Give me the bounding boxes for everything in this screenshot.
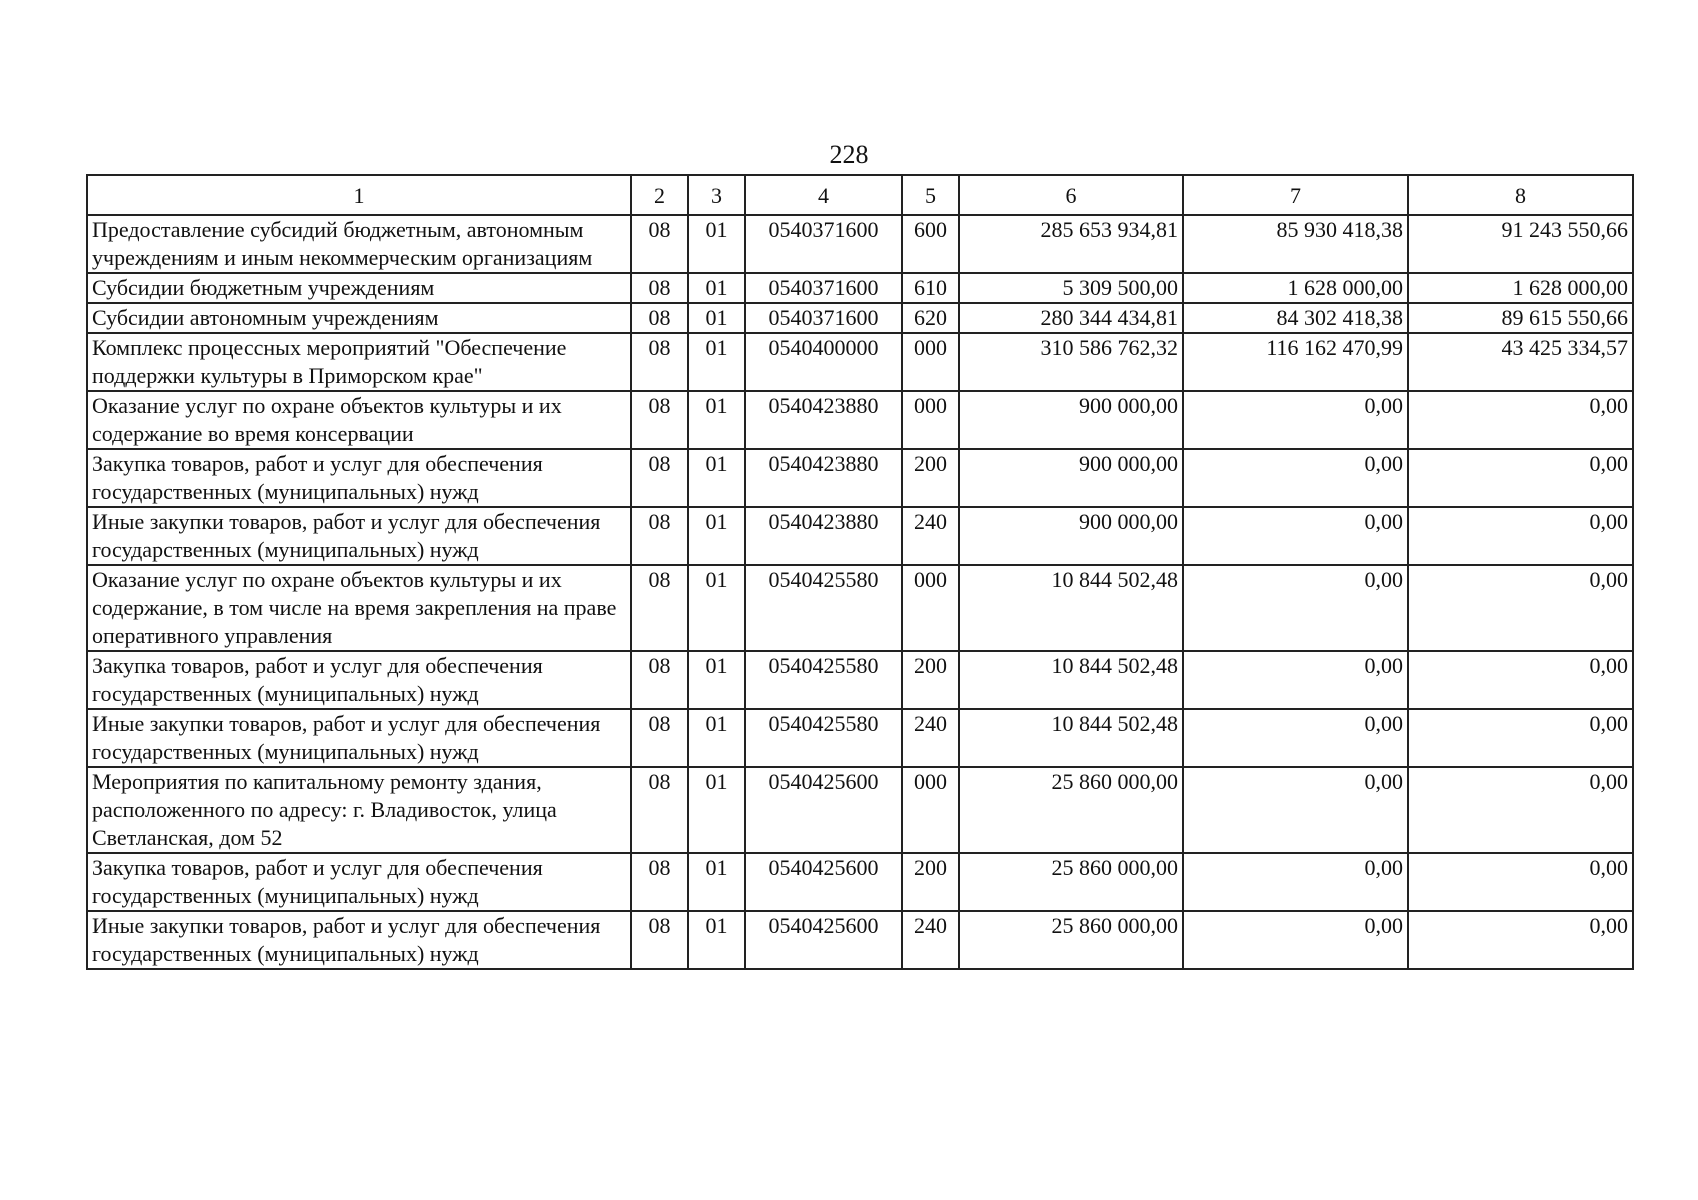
subsection-code-cell: 01 xyxy=(688,767,745,853)
table-row xyxy=(87,651,1633,709)
amount-year2-cell: 0,00 xyxy=(1183,391,1408,449)
row-name-cell: Комплекс процессных мероприятий "Обеспечение поддержки культуры в Приморском крае" xyxy=(87,333,631,391)
amount-year1-cell: 25 860 000,00 xyxy=(959,767,1183,853)
column-header: 4 xyxy=(745,175,902,215)
section-code-cell: 08 xyxy=(631,273,688,303)
column-header: 3 xyxy=(688,175,745,215)
subsection-code-cell: 01 xyxy=(688,911,745,969)
expense-type-cell: 240 xyxy=(902,709,959,767)
section-code-cell: 08 xyxy=(631,391,688,449)
amount-year1-cell: 900 000,00 xyxy=(959,449,1183,507)
amount-year2-cell: 1 628 000,00 xyxy=(1183,273,1408,303)
subsection-code-cell: 01 xyxy=(688,709,745,767)
amount-year3-cell: 0,00 xyxy=(1408,911,1633,969)
amount-year3-cell: 0,00 xyxy=(1408,449,1633,507)
amount-year3-cell: 0,00 xyxy=(1408,507,1633,565)
section-code-cell: 08 xyxy=(631,507,688,565)
expense-type-cell: 200 xyxy=(902,651,959,709)
amount-year3-cell: 0,00 xyxy=(1408,565,1633,651)
subsection-code-cell: 01 xyxy=(688,449,745,507)
amount-year1-cell: 25 860 000,00 xyxy=(959,853,1183,911)
column-header: 6 xyxy=(959,175,1183,215)
amount-year3-cell: 1 628 000,00 xyxy=(1408,273,1633,303)
header-row xyxy=(87,175,1633,215)
amount-year3-cell: 0,00 xyxy=(1408,391,1633,449)
expense-type-cell: 000 xyxy=(902,333,959,391)
row-name-cell: Иные закупки товаров, работ и услуг для обеспечения государственных (муниципальных) нужд xyxy=(87,709,631,767)
amount-year3-cell: 0,00 xyxy=(1408,853,1633,911)
amount-year1-cell: 25 860 000,00 xyxy=(959,911,1183,969)
section-code-cell: 08 xyxy=(631,565,688,651)
expense-type-cell: 620 xyxy=(902,303,959,333)
amount-year1-cell: 900 000,00 xyxy=(959,507,1183,565)
expense-type-cell: 240 xyxy=(902,507,959,565)
table-row xyxy=(87,391,1633,449)
amount-year1-cell: 10 844 502,48 xyxy=(959,651,1183,709)
section-code-cell: 08 xyxy=(631,215,688,273)
row-name-cell: Субсидии автономным учреждениям xyxy=(87,303,631,333)
section-code-cell: 08 xyxy=(631,303,688,333)
target-code-cell: 0540371600 xyxy=(745,273,902,303)
target-code-cell: 0540371600 xyxy=(745,215,902,273)
subsection-code-cell: 01 xyxy=(688,391,745,449)
table-row xyxy=(87,215,1633,273)
expense-type-cell: 000 xyxy=(902,391,959,449)
table-row xyxy=(87,853,1633,911)
budget-table xyxy=(86,174,1634,970)
amount-year3-cell: 0,00 xyxy=(1408,767,1633,853)
subsection-code-cell: 01 xyxy=(688,273,745,303)
column-header: 7 xyxy=(1183,175,1408,215)
expense-type-cell: 610 xyxy=(902,273,959,303)
expense-type-cell: 600 xyxy=(902,215,959,273)
section-code-cell: 08 xyxy=(631,767,688,853)
table-row xyxy=(87,303,1633,333)
row-name-cell: Иные закупки товаров, работ и услуг для обеспечения государственных (муниципальных) нужд xyxy=(87,911,631,969)
amount-year1-cell: 10 844 502,48 xyxy=(959,565,1183,651)
row-name-cell: Закупка товаров, работ и услуг для обеспечения государственных (муниципальных) нужд xyxy=(87,449,631,507)
amount-year2-cell: 0,00 xyxy=(1183,449,1408,507)
row-name-cell: Субсидии бюджетным учреждениям xyxy=(87,273,631,303)
amount-year1-cell: 310 586 762,32 xyxy=(959,333,1183,391)
row-name-cell: Иные закупки товаров, работ и услуг для обеспечения государственных (муниципальных) нужд xyxy=(87,507,631,565)
amount-year3-cell: 91 243 550,66 xyxy=(1408,215,1633,273)
expense-type-cell: 200 xyxy=(902,449,959,507)
amount-year2-cell: 0,00 xyxy=(1183,651,1408,709)
amount-year1-cell: 280 344 434,81 xyxy=(959,303,1183,333)
amount-year2-cell: 0,00 xyxy=(1183,767,1408,853)
subsection-code-cell: 01 xyxy=(688,507,745,565)
amount-year1-cell: 285 653 934,81 xyxy=(959,215,1183,273)
column-header: 5 xyxy=(902,175,959,215)
amount-year2-cell: 85 930 418,38 xyxy=(1183,215,1408,273)
expense-type-cell: 000 xyxy=(902,565,959,651)
row-name-cell: Закупка товаров, работ и услуг для обеспечения государственных (муниципальных) нужд xyxy=(87,651,631,709)
section-code-cell: 08 xyxy=(631,333,688,391)
target-code-cell: 0540371600 xyxy=(745,303,902,333)
amount-year2-cell: 0,00 xyxy=(1183,853,1408,911)
target-code-cell: 0540423880 xyxy=(745,507,902,565)
target-code-cell: 0540423880 xyxy=(745,449,902,507)
column-header: 2 xyxy=(631,175,688,215)
amount-year2-cell: 0,00 xyxy=(1183,709,1408,767)
expense-type-cell: 240 xyxy=(902,911,959,969)
section-code-cell: 08 xyxy=(631,853,688,911)
row-name-cell: Закупка товаров, работ и услуг для обеспечения государственных (муниципальных) нужд xyxy=(87,853,631,911)
subsection-code-cell: 01 xyxy=(688,303,745,333)
amount-year2-cell: 0,00 xyxy=(1183,507,1408,565)
amount-year2-cell: 84 302 418,38 xyxy=(1183,303,1408,333)
table-row xyxy=(87,911,1633,969)
amount-year3-cell: 89 615 550,66 xyxy=(1408,303,1633,333)
column-header: 1 xyxy=(87,175,631,215)
subsection-code-cell: 01 xyxy=(688,565,745,651)
amount-year1-cell: 900 000,00 xyxy=(959,391,1183,449)
row-name-cell: Предоставление субсидий бюджетным, автономным учреждениям и иным некоммерческим организациям xyxy=(87,215,631,273)
amount-year1-cell: 10 844 502,48 xyxy=(959,709,1183,767)
subsection-code-cell: 01 xyxy=(688,333,745,391)
table-row xyxy=(87,565,1633,651)
target-code-cell: 0540425580 xyxy=(745,709,902,767)
target-code-cell: 0540425580 xyxy=(745,651,902,709)
target-code-cell: 0540425600 xyxy=(745,767,902,853)
amount-year2-cell: 0,00 xyxy=(1183,565,1408,651)
table-row xyxy=(87,709,1633,767)
row-name-cell: Оказание услуг по охране объектов культуры и их содержание во время консервации xyxy=(87,391,631,449)
section-code-cell: 08 xyxy=(631,709,688,767)
subsection-code-cell: 01 xyxy=(688,853,745,911)
target-code-cell: 0540425600 xyxy=(745,911,902,969)
table-row xyxy=(87,767,1633,853)
section-code-cell: 08 xyxy=(631,911,688,969)
column-header: 8 xyxy=(1408,175,1633,215)
section-code-cell: 08 xyxy=(631,449,688,507)
amount-year3-cell: 0,00 xyxy=(1408,709,1633,767)
page-number: 228 xyxy=(829,140,869,169)
target-code-cell: 0540425580 xyxy=(745,565,902,651)
amount-year1-cell: 5 309 500,00 xyxy=(959,273,1183,303)
subsection-code-cell: 01 xyxy=(688,651,745,709)
target-code-cell: 0540425600 xyxy=(745,853,902,911)
amount-year2-cell: 116 162 470,99 xyxy=(1183,333,1408,391)
table-row xyxy=(87,449,1633,507)
expense-type-cell: 000 xyxy=(902,767,959,853)
amount-year2-cell: 0,00 xyxy=(1183,911,1408,969)
target-code-cell: 0540423880 xyxy=(745,391,902,449)
row-name-cell: Оказание услуг по охране объектов культуры и их содержание, в том числе на время закрепления на праве оперативного управления xyxy=(87,565,631,651)
amount-year3-cell: 0,00 xyxy=(1408,651,1633,709)
expense-type-cell: 200 xyxy=(902,853,959,911)
table-row xyxy=(87,507,1633,565)
table-row xyxy=(87,333,1633,391)
row-name-cell: Мероприятия по капитальному ремонту здания, расположенного по адресу: г. Владивосток, улица Светланская, дом 52 xyxy=(87,767,631,853)
section-code-cell: 08 xyxy=(631,651,688,709)
subsection-code-cell: 01 xyxy=(688,215,745,273)
amount-year3-cell: 43 425 334,57 xyxy=(1408,333,1633,391)
target-code-cell: 0540400000 xyxy=(745,333,902,391)
table-row xyxy=(87,273,1633,303)
